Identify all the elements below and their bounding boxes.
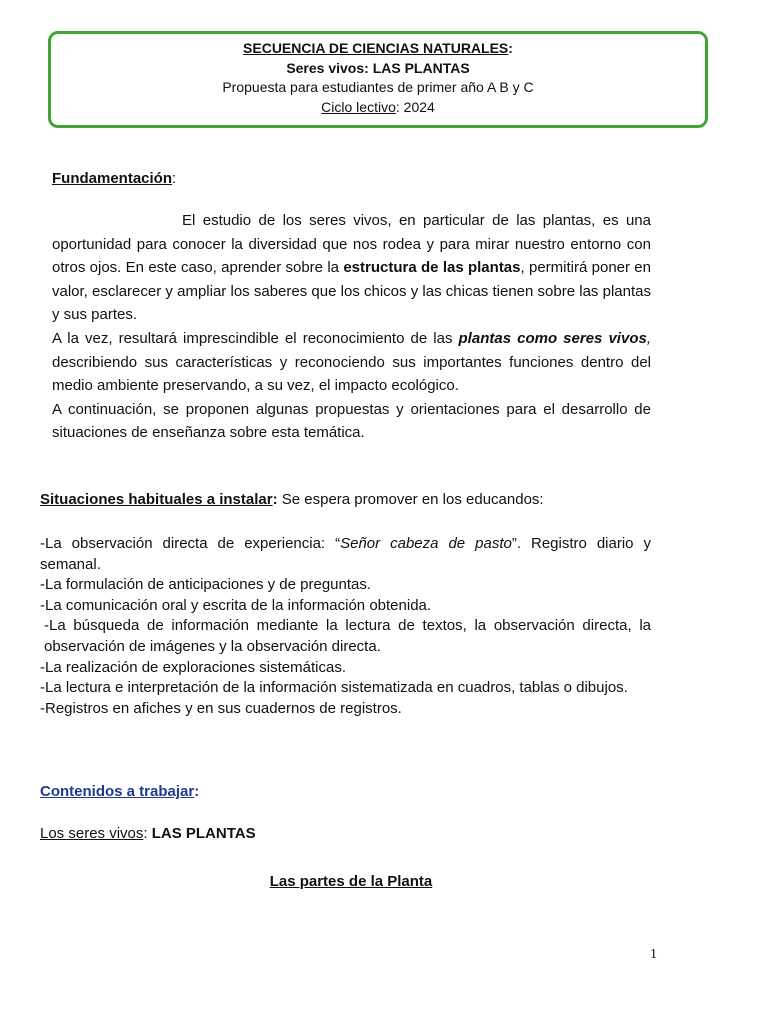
contenidos-line-label: Los seres vivos xyxy=(40,825,144,842)
p1-text-b: , permitirá poner en valor, esclarecer y ampliar los saberes que los chicos y las chicas tienen sobre las plantas y sus partes. xyxy=(52,259,651,324)
contenidos-colon: : xyxy=(194,783,200,800)
partes-subheading xyxy=(0,873,702,890)
partes-subheading-text: Las partes de la Planta xyxy=(269,873,433,890)
fundamentacion-colon: : xyxy=(172,170,177,187)
fundamentacion-paragraph-1 xyxy=(52,209,651,327)
cycle-value: : 2024 xyxy=(395,98,435,115)
page-number: 1 xyxy=(650,947,657,962)
document-cycle xyxy=(51,98,705,118)
list-item: -La comunicación oral y escrita de la información obtenida. xyxy=(40,596,432,614)
fundamentacion-heading-text: Fundamentación xyxy=(52,170,173,187)
p2-text-b: describiendo sus características y reconociendo sus importantes funciones dentro del medio ambiente preservando, a su vez, el impacto ecológico. xyxy=(52,353,651,395)
contenidos-line-colon: : xyxy=(143,825,152,842)
fundamentacion-paragraph-3: A continuación, se proponen algunas propuestas y orientaciones para el desarrollo de situaciones de enseñanza sobre esta temática. xyxy=(52,400,651,442)
situaciones-colon: : xyxy=(272,491,278,508)
item1-text-a: -La observación directa de experiencia: “ xyxy=(40,535,341,552)
fundamentacion-heading xyxy=(52,170,176,187)
situaciones-heading-text: Situaciones habituales a instalar xyxy=(40,491,273,508)
contenidos-heading xyxy=(40,783,199,800)
document-subtitle: Seres vivos: LAS PLANTAS xyxy=(286,59,470,76)
contenidos-line-bold: LAS PLANTAS xyxy=(151,825,256,842)
list-item: -La búsqueda de información mediante la lectura de textos, la observación directa, la observación de imágenes y la observación directa. xyxy=(44,617,651,655)
item1-text-b: ”. Registro diario y semanal. xyxy=(40,535,652,573)
contenidos-heading-text: Contenidos a trabajar xyxy=(40,783,195,800)
document-header-box xyxy=(48,31,708,128)
p1-bold: estructura de las plantas xyxy=(343,259,521,277)
document-proposal: Propuesta para estudiantes de primer año A B y C xyxy=(222,79,534,95)
list-item: -La lectura e interpretación de la información sistematizada en cuadros, tablas o dibujos. xyxy=(40,679,628,697)
p2-comma: , xyxy=(646,329,651,347)
document-title xyxy=(51,39,705,59)
contenidos-line xyxy=(40,825,256,842)
fundamentacion-paragraph-2 xyxy=(52,327,651,398)
list-item: -La formulación de anticipaciones y de preguntas. xyxy=(40,576,372,594)
list-item: -Registros en afiches y en sus cuadernos de registros. xyxy=(40,699,402,717)
p1-text-a: El estudio de los seres vivos, en particular de las plantas, es una oportunidad para conocer la diversidad que nos rodea y para mirar nuestro entorno con otros ojos. En este caso, aprender sobre la xyxy=(52,212,651,277)
p2-bold-italic: plantas como seres vivos xyxy=(458,329,647,347)
list-item: -La realización de exploraciones sistemáticas. xyxy=(40,658,346,676)
situaciones-list xyxy=(40,534,651,719)
fundamentacion-body xyxy=(52,209,651,445)
p2-text-a: A la vez, resultará imprescindible el reconocimiento de las xyxy=(52,329,459,347)
situaciones-intro: Se espera promover en los educandos: xyxy=(277,491,544,508)
cycle-label: Ciclo lectivo xyxy=(321,98,396,115)
item1-italic: Señor cabeza de pasto xyxy=(340,535,512,552)
list-item xyxy=(40,534,651,575)
title-colon: : xyxy=(508,40,513,56)
situaciones-heading xyxy=(40,491,544,508)
title-text: SECUENCIA DE CIENCIAS NATURALES xyxy=(243,40,509,56)
